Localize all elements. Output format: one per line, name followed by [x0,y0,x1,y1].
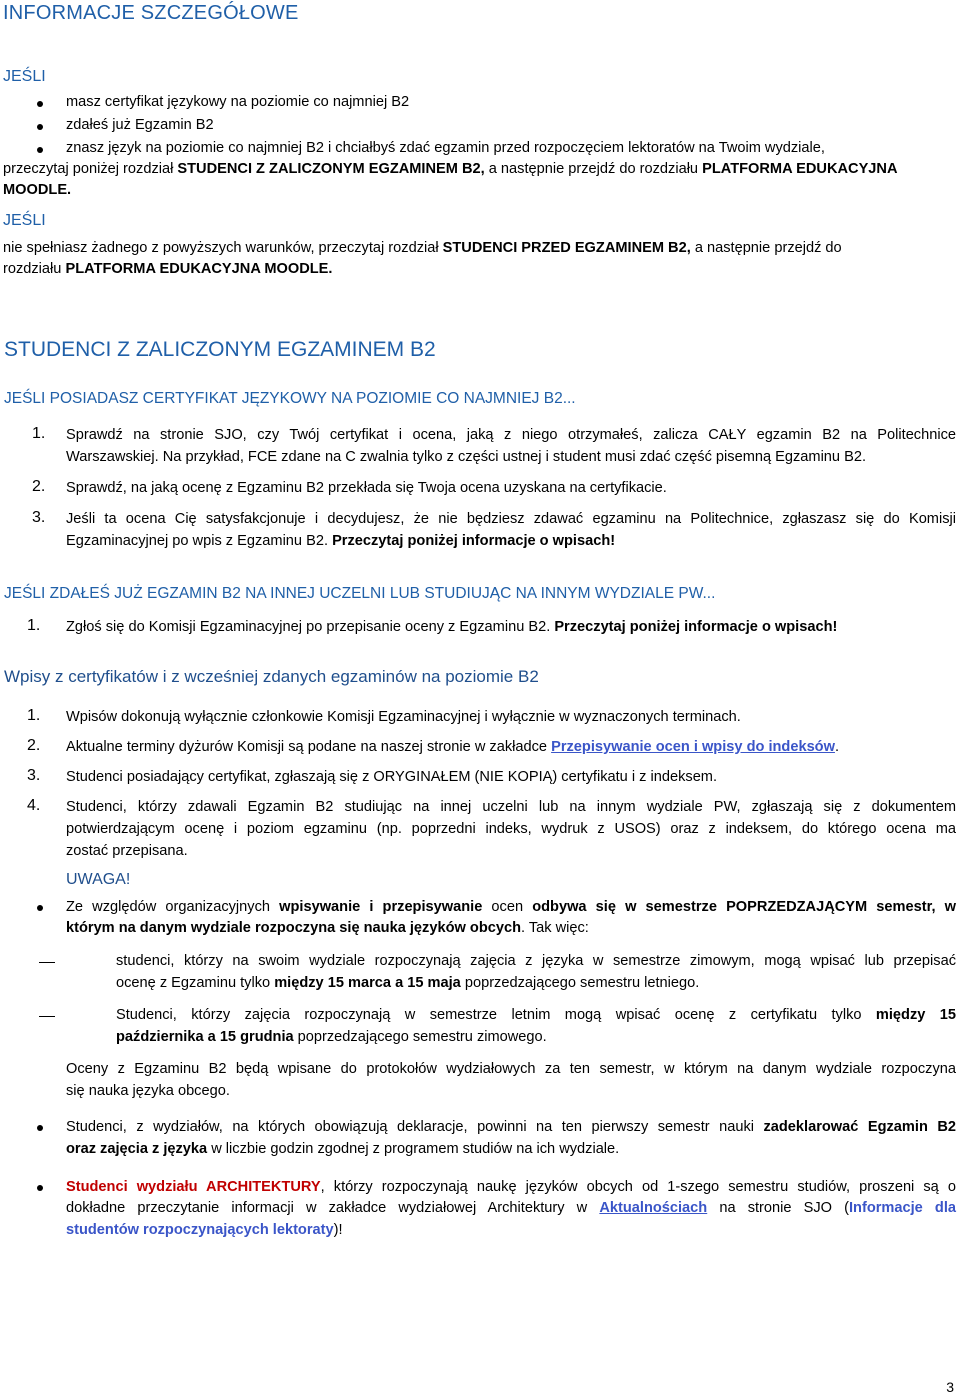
page-title: INFORMACJE SZCZEGÓŁOWE [3,2,299,24]
warning-label: UWAGA! [66,871,131,888]
note-line: studenci, którzy na swoim wydziale rozpoczynają zajęcia z języka w semestrze zimowym, mogą wpisać lub przepisać [116,953,956,969]
list-item-text: potwierdzającym ocenę i poziom egzaminu (np. poprzedni indeks, wydruk z USOS) oraz z indeksem, do którego ocena ma [66,821,956,837]
subsection-heading: JEŚLI POSIADASZ CERTYFIKAT JĘZYKOWY NA POZIOMIE CO NAJMNIEJ B2... [4,390,576,407]
list-item-text: Studenci, którzy zdawali Egzamin B2 studiując na innej uczelni lub na innym wydziale PW, zgłaszają się z dokumentem [66,799,956,815]
section-heading: STUDENCI Z ZALICZONYM EGZAMINEM B2 [4,338,436,361]
read-instruction-line-2: MOODLE. [3,182,72,198]
bullet-icon [37,101,43,107]
read-instruction-line: przeczytaj poniżej rozdział STUDENCI Z ZALICZONYM EGZAMINEM B2, a następnie przejdź do rozdziału PLATFORMA EDUKACYJNA [3,161,898,177]
list-number: 1. [32,425,46,442]
note-line: października a 15 grudnia poprzedzającego semestru zimowego. [116,1029,547,1045]
note-line: studentów rozpoczynających lektoraty)! [66,1222,343,1238]
list-number: 3. [27,767,41,784]
note-line: Ze względów organizacyjnych wpisywanie i przepisywanie ocen odbywa się w semestrze POPRZEDZAJĄCYM semestr, w [66,899,956,915]
bullet-icon [37,1185,43,1191]
list-item-text: zostać przepisana. [66,843,188,859]
list-item-text: Sprawdź na stronie SJO, czy Twój certyfikat i ocena, jaką z niego otrzymałeś, zalicza CAŁY egzamin B2 na Politechnice [66,427,956,443]
note-line: dokładne przeczytanie informacji w zakładce wydziałowej Architektury w Aktualnościach na stronie SJO (Informacje dla [66,1200,956,1216]
list-number: 1. [27,707,41,724]
paragraph-line: Oceny z Egzaminu B2 będą wpisane do protokołów wydziałowych za ten semestr, w którym na danym wydziale rozpoczyna [66,1061,956,1077]
list-item-text: Sprawdź, na jaką ocenę z Egzaminu B2 przekłada się Twoja ocena uzyskana na certyfikacie. [66,480,667,496]
section-heading: Wpisy z certyfikatów i z wcześniej zdanych egzaminów na poziomie B2 [4,667,539,686]
page-number: 3 [946,1379,954,1395]
list-item-text: Wpisów dokonują wyłącznie członkowie Komisji Egzaminacyjnej i wyłącznie w wyznaczonych terminach. [66,709,741,725]
list-number: 1. [27,617,41,634]
list-number: 2. [27,737,41,754]
bullet-icon [37,147,43,153]
link-aktualnosci[interactable]: Aktualnościach [599,1200,708,1216]
bullet-icon [37,1125,43,1131]
list-item-text: Studenci posiadający certyfikat, zgłaszają się z ORYGINAŁEM (NIE KOPIĄ) certyfikatu i z indeksem. [66,769,718,785]
list-item-text: Jeśli ta ocena Cię satysfakcjonuje i decydujesz, że nie będziesz zdawać egzaminu na Politechnice, zgłaszasz się do Komisji [66,511,956,527]
note-line: Studenci wydziału ARCHITEKTURY, którzy rozpoczynają naukę języków obcych od 1-szego semestru studiów, proszeni są o [66,1179,956,1195]
condition-item: masz certyfikat językowy na poziomie co najmniej B2 [66,94,410,110]
if-label-2: JEŚLI [3,212,46,229]
bullet-icon [37,124,43,130]
bullet-icon [37,905,43,911]
subsection-heading: JEŚLI ZDAŁEŚ JUŻ EGZAMIN B2 NA INNEJ UCZELNI LUB STUDIUJĄC NA INNYM WYDZIALE PW... [4,585,716,602]
note-line: ocenę z Egzaminu tylko między 15 marca a 15 maja poprzedzającego semestru letniego. [116,975,700,991]
note-line: Studenci, z wydziałów, na których obowiązują deklaracje, powinni na ten pierwszy semestr nauki zadeklarować Egzamin B2 [66,1119,956,1135]
if-label-1: JEŚLI [3,68,46,85]
list-item-text: Zgłoś się do Komisji Egzaminacyjnej po przepisanie oceny z Egzaminu B2. Przeczytaj poniżej informacje o wpisach! [66,619,838,635]
dash-icon [39,1016,55,1017]
list-number: 3. [32,509,46,526]
list-item-text: Aktualne terminy dyżurów Komisji są podane na naszej stronie w zakładce Przepisywanie ocen i wpisy do indeksów. [66,739,840,755]
note-line: Studenci, którzy zajęcia rozpoczynają w semestrze letnim mogą wpisać ocenę z certyfikatu tylko między 15 [116,1007,957,1023]
link-przepisywanie[interactable]: Przepisywanie ocen i wpisy do indeksów [551,739,835,755]
list-item-text: Warszawskiej. Na przykład, FCE zdane na C zwalnia tylko z części ustnej i student musi zdać część pisemną Egzaminu B2. [66,449,866,465]
none-instruction-line-2: rozdziału PLATFORMA EDUKACYJNA MOODLE. [3,261,333,277]
list-number: 2. [32,478,46,495]
note-line: którym na danym wydziale rozpoczyna się nauka języków obcych. Tak więc: [66,920,589,936]
list-item-text: Egzaminacyjnej po wpis z Egzaminu B2. Przeczytaj poniżej informacje o wpisach! [66,533,616,549]
condition-item: zdałeś już Egzamin B2 [66,117,214,133]
note-line: oraz zajęcia z języka w liczbie godzin zgodnej z programem studiów na ich wydziale. [66,1141,620,1157]
condition-item: znasz język na poziomie co najmniej B2 i chciałbyś zdać egzamin przed rozpoczęciem lektoratów na Twoim wydziale, [66,140,825,156]
list-number: 4. [27,797,41,814]
dash-icon [39,962,55,963]
none-instruction-line: nie spełniasz żadnego z powyższych warunków, przeczytaj rozdział STUDENCI PRZED EGZAMINEM B2, a następnie przejdź do [3,240,842,256]
paragraph-line: się nauka języka obcego. [66,1083,230,1099]
